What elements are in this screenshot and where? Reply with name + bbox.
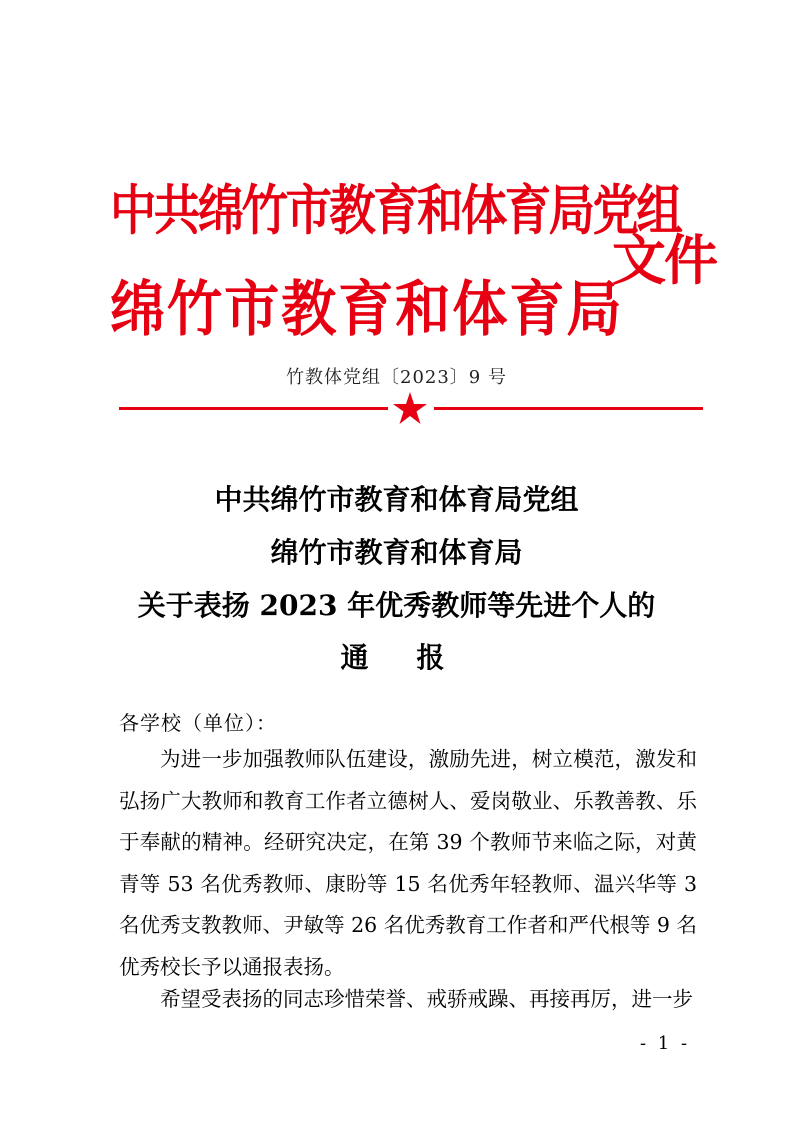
page-number: - 1 -: [640, 1033, 691, 1054]
header-suffix: 文件: [612, 228, 716, 292]
body-paragraph-2: 希望受表扬的同志珍惜荣誉、戒骄戒躁、再接再厉，进一步: [160, 987, 693, 1011]
header-org-line-2: 绵竹市教育和体育局: [110, 275, 624, 345]
title-line-4: 通报: [340, 641, 493, 674]
title-line-2: 绵竹市教育和体育局: [270, 536, 523, 569]
red-divider-right: [434, 407, 703, 410]
header-org-line-1: 中共绵竹市教育和体育局党组: [110, 178, 681, 242]
red-divider-left: [119, 407, 388, 410]
title-line-1: 中共绵竹市教育和体育局党组: [214, 483, 579, 516]
title-line-3: 关于表扬 2023 年优秀教师等先进个人的: [137, 589, 656, 622]
salutation: 各学校（单位）：: [119, 711, 277, 735]
body-paragraph-1: 为进一步加强教师队伍建设，激励先进，树立模范，激发和弘扬广大教师和教育工作者立德树人、爱岗敬业、乐教善教、乐于奉献的精神。经研究决定，在第 39 个教师节来临之际，对黄青等 53 名优秀教师、康盼等 15 名优秀年轻教师、温兴华等 3 名优秀支教教师、尹敏等 26 名优秀教育工作者和严代根等 9 名优秀校长予以通报表扬。: [119, 747, 697, 979]
red-star-icon: [393, 392, 427, 424]
document-number: 竹教体党组〔2023〕9 号: [286, 367, 507, 388]
